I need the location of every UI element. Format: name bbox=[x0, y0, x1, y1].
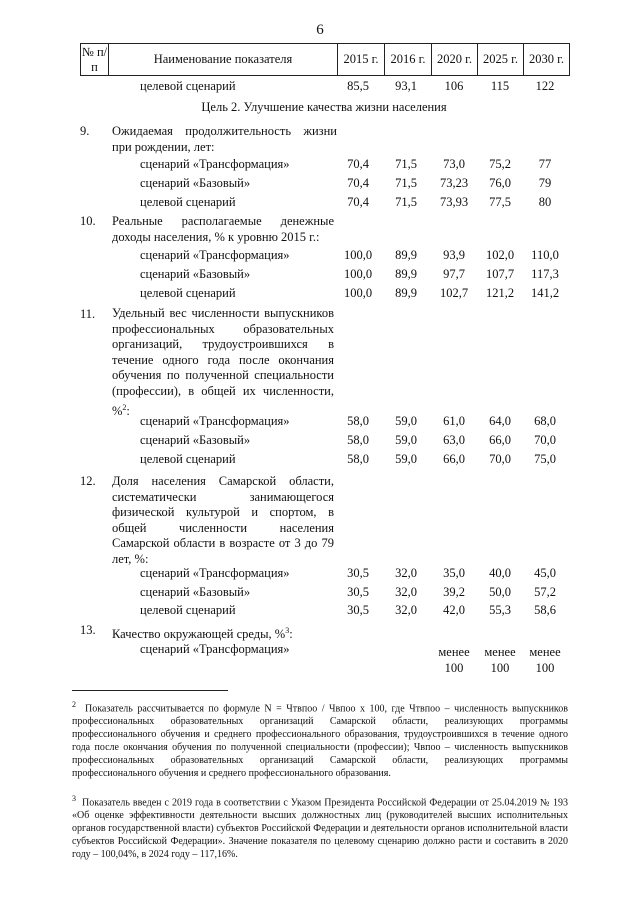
header-year-2015: 2015 г. bbox=[338, 44, 385, 76]
cell-2015: 30,5 bbox=[347, 603, 369, 617]
cell-2025: 40,0 bbox=[489, 566, 511, 580]
indicator-title: Доля населения Самарской области, систематически занимающегося физической культурой и спортом, в общей численности населения Самарской области в возрасте от 3 до 79 лет, %: bbox=[112, 474, 334, 566]
indicator-title: Реальные располагаемые денежные доходы населения, % к уровню 2015 г.: bbox=[112, 214, 334, 244]
cell-2020: 35,0 bbox=[443, 566, 465, 580]
cell-2030: 57,2 bbox=[534, 585, 556, 599]
footnote-ref: 3 bbox=[285, 626, 290, 635]
indicator-number: 9. bbox=[80, 124, 90, 138]
cell-2016: 71,5 bbox=[395, 157, 417, 171]
cell-2020: 102,7 bbox=[439, 286, 469, 300]
cell-2030: 79 bbox=[538, 176, 552, 190]
cell-2016: 59,0 bbox=[395, 414, 417, 428]
header-year-2030: 2030 г. bbox=[524, 44, 570, 76]
table-row bbox=[0, 585, 640, 603]
row-label: сценарий «Трансформация» bbox=[140, 566, 290, 580]
indicator-number: 13. bbox=[80, 623, 96, 637]
cell-2015: 30,5 bbox=[347, 566, 369, 580]
cell-2015: 100,0 bbox=[343, 248, 373, 262]
indicator-title: Удельный вес численности выпускников профессиональных образовательных организаций, трудоустроившихся в течение одного года после окончания обучения по полученной специальности (профессии), в общей их численности, %$^2$: bbox=[112, 306, 334, 418]
table-row bbox=[0, 603, 640, 621]
footnote-3: $^3$ Показатель введен с 2019 года в соответствии с Указом Президента Российской Федерации от 25.04.2019 № 193 «Об оценке эффективности деятельности высших должностных лиц (руководителей высших исполнительных органов государственной власти) субъектов Российской Федерации и деятельности органов исполнительной власти субъектов Российской Федерации». Значение показателя по целевому сценарию должно расти и составить в 2020 году – 100,04%, в 2024 году – 117,16%. bbox=[72, 794, 569, 861]
cell-2025: 102,0 bbox=[485, 248, 515, 262]
cell-2016: 71,5 bbox=[395, 176, 417, 190]
table-row bbox=[0, 248, 640, 266]
cell-2030: 75,0 bbox=[534, 452, 556, 466]
row-label: сценарий «Базовый» bbox=[140, 176, 251, 190]
row-label: сценарий «Трансформация» bbox=[140, 642, 290, 656]
cell-2030: менее 100 bbox=[529, 645, 561, 675]
indicator-title: Ожидаемая продолжительность жизни при рождении, лет: bbox=[112, 124, 337, 154]
cell-2020: 73,23 bbox=[439, 176, 469, 190]
cell-2020: 66,0 bbox=[443, 452, 465, 466]
table-row bbox=[0, 79, 640, 97]
row-label: целевой сценарий bbox=[140, 286, 236, 300]
table-row bbox=[0, 176, 640, 194]
row-label: сценарий «Базовый» bbox=[140, 433, 251, 447]
footnote-separator bbox=[72, 690, 228, 691]
cell-2020: менее 100 bbox=[438, 645, 470, 675]
cell-2020: 106 bbox=[444, 79, 464, 93]
cell-2015: 58,0 bbox=[347, 433, 369, 447]
row-label: сценарий «Трансформация» bbox=[140, 248, 290, 262]
row-label: сценарий «Трансформация» bbox=[140, 157, 290, 171]
cell-2020: 61,0 bbox=[443, 414, 465, 428]
table-row bbox=[0, 566, 640, 584]
cell-2030: 70,0 bbox=[534, 433, 556, 447]
indicator-number: 10. bbox=[80, 214, 96, 228]
cell-2030: 117,3 bbox=[531, 267, 559, 281]
indicator-title: Качество окружающей среды, %$^3$: bbox=[112, 626, 293, 642]
cell-2016: 89,9 bbox=[395, 267, 417, 281]
cell-2025: менее 100 bbox=[484, 645, 516, 675]
table-row bbox=[0, 267, 640, 285]
cell-2016: 93,1 bbox=[395, 79, 417, 93]
cell-2020: 73,0 bbox=[443, 157, 465, 171]
cell-2025: 115 bbox=[490, 79, 510, 93]
cell-2016: 71,5 bbox=[395, 195, 417, 209]
row-label: целевой сценарий bbox=[140, 195, 236, 209]
cell-2025: 75,2 bbox=[489, 157, 511, 171]
cell-2016: 32,0 bbox=[395, 585, 417, 599]
cell-2016: 59,0 bbox=[395, 433, 417, 447]
cell-2016: 32,0 bbox=[395, 603, 417, 617]
table-row bbox=[0, 157, 640, 175]
row-label: целевой сценарий bbox=[140, 452, 236, 466]
cell-2020: 42,0 bbox=[443, 603, 465, 617]
header-year-2025: 2025 г. bbox=[478, 44, 524, 76]
row-label: сценарий «Базовый» bbox=[140, 585, 251, 599]
header-name: Наименование показателя bbox=[109, 44, 338, 76]
row-label: целевой сценарий bbox=[140, 603, 236, 617]
indicator-number: 12. bbox=[80, 474, 96, 488]
cell-2030: 58,6 bbox=[534, 603, 556, 617]
indicator-number: 11. bbox=[80, 307, 96, 321]
table-row bbox=[0, 433, 640, 451]
cell-2025: 77,5 bbox=[489, 195, 511, 209]
row-label: сценарий «Трансформация» bbox=[140, 414, 290, 428]
table-header bbox=[80, 43, 570, 76]
cell-2015: 100,0 bbox=[343, 286, 373, 300]
cell-2025: 76,0 bbox=[489, 176, 511, 190]
page-number: 6 bbox=[316, 22, 324, 38]
cell-2025: 66,0 bbox=[489, 433, 511, 447]
cell-2016: 89,9 bbox=[395, 248, 417, 262]
cell-2015: 58,0 bbox=[347, 452, 369, 466]
cell-2015: 70,4 bbox=[347, 157, 369, 171]
cell-2020: 39,2 bbox=[443, 585, 465, 599]
cell-2030: 77 bbox=[538, 157, 552, 171]
cell-2025: 64,0 bbox=[489, 414, 511, 428]
cell-2015: 85,5 bbox=[347, 79, 369, 93]
cell-2016: 32,0 bbox=[395, 566, 417, 580]
goal-heading: Цель 2. Улучшение качества жизни населения bbox=[201, 100, 447, 114]
header-num: № п/п bbox=[81, 44, 108, 74]
cell-2025: 121,2 bbox=[485, 286, 515, 300]
cell-2025: 55,3 bbox=[489, 603, 511, 617]
cell-2015: 70,4 bbox=[347, 176, 369, 190]
cell-2025: 70,0 bbox=[489, 452, 511, 466]
cell-2020: 63,0 bbox=[443, 433, 465, 447]
cell-2015: 100,0 bbox=[343, 267, 373, 281]
table-row bbox=[0, 452, 640, 470]
cell-2030: 141,2 bbox=[530, 286, 560, 300]
table-row bbox=[0, 286, 640, 304]
cell-2015: 58,0 bbox=[347, 414, 369, 428]
cell-2020: 97,7 bbox=[443, 267, 465, 281]
row-label: сценарий «Базовый» bbox=[140, 267, 251, 281]
header-year-2016: 2016 г. bbox=[385, 44, 432, 76]
cell-2025: 50,0 bbox=[489, 585, 511, 599]
table-row bbox=[0, 414, 640, 432]
cell-2020: 73,93 bbox=[439, 195, 469, 209]
cell-2030: 80 bbox=[538, 195, 552, 209]
footnote-ref: 2 bbox=[122, 402, 127, 412]
cell-2020: 93,9 bbox=[443, 248, 465, 262]
cell-2016: 59,0 bbox=[395, 452, 417, 466]
footnote-2: $^2$ Показатель рассчитывается по формуле N = Чтвпоо / Чвпоо х 100, где Чтвпоо – численность выпускников профессиональных образовательных организаций Самарской области, реализующих программы профессионального обучения и среднего профессионального образования, трудоустроившихся в течение одного года после окончания обучения по полученной специальности (профессии); Чвпоо – численность выпускников профессиональных образовательных организаций Самарской области, реализующих программы профессионального обучения и среднего профессионального образования. bbox=[72, 700, 568, 780]
cell-2030: 45,0 bbox=[534, 566, 556, 580]
table-row bbox=[0, 195, 640, 213]
cell-2030: 110,0 bbox=[531, 248, 559, 262]
cell-2030: 122 bbox=[535, 79, 555, 93]
cell-2016: 89,9 bbox=[395, 286, 417, 300]
cell-2015: 30,5 bbox=[347, 585, 369, 599]
cell-2025: 107,7 bbox=[485, 267, 515, 281]
row-label: целевой сценарий bbox=[140, 79, 236, 93]
header-year-2020: 2020 г. bbox=[432, 44, 478, 76]
cell-2015: 70,4 bbox=[347, 195, 369, 209]
cell-2030: 68,0 bbox=[534, 414, 556, 428]
